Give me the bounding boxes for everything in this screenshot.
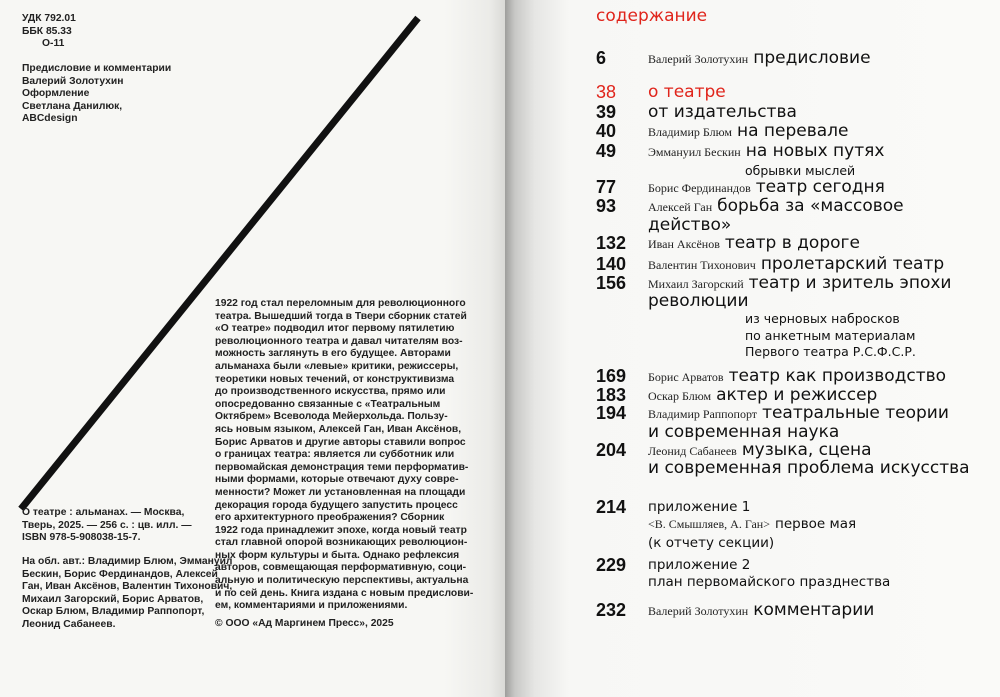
entry-author: Михаил Загорский bbox=[648, 277, 744, 291]
entry-text bbox=[648, 121, 849, 142]
text-line: менности? Может ли установленная на площади bbox=[215, 486, 466, 498]
text-line: можность заглянуть в его будущее. Авторами bbox=[215, 348, 451, 360]
entry-note: по анкетным материалам bbox=[745, 328, 916, 343]
page-number: 140 bbox=[596, 254, 627, 274]
text-line: О театре : альманах. — Москва, bbox=[22, 507, 185, 518]
text-line: и по сей день. Книга издана с новым предислови- bbox=[215, 587, 474, 599]
entry-text bbox=[648, 233, 860, 254]
entry-text bbox=[648, 600, 874, 621]
page-number: 39 bbox=[596, 102, 617, 122]
entry-text bbox=[648, 366, 946, 387]
entry-text bbox=[648, 177, 885, 198]
bbk-code: ББК 85.33 bbox=[22, 25, 72, 37]
entry-author: Владимир Раппопорт bbox=[648, 407, 758, 421]
bibliographic-record bbox=[22, 507, 192, 545]
appendix-line bbox=[648, 573, 890, 591]
text-line: ясь новым языком, Алексей Ган, Иван Аксёнов, bbox=[215, 423, 462, 435]
text-line: «О театре» подводил итог первому пятилетию bbox=[215, 323, 455, 335]
entry-title: театр как производство bbox=[728, 366, 947, 386]
entry-note: Первого театра Р.С.Ф.С.Р. bbox=[745, 344, 916, 359]
page-number: 214 bbox=[596, 497, 627, 517]
credit-line: Светлана Данилюк, bbox=[22, 100, 123, 112]
entry-author: Иван Аксёнов bbox=[648, 237, 720, 251]
entry-text bbox=[648, 555, 750, 575]
entry-title: предисловие bbox=[753, 48, 871, 68]
entry-author: Валентин Тихонович bbox=[648, 258, 756, 272]
entry-title: на перевале bbox=[736, 121, 849, 141]
text-line: теоретики новых течений, от конструктивизма bbox=[215, 373, 455, 385]
entry-author: Борис Фердинандов bbox=[648, 181, 751, 195]
page-number: 40 bbox=[596, 121, 617, 141]
entry-note: из черновых набросков bbox=[745, 311, 900, 326]
entry-title: первое мая bbox=[775, 516, 857, 532]
text-line: 1922 года принадлежит эпохе, когда новый театр bbox=[215, 524, 467, 536]
page-number: 194 bbox=[596, 403, 627, 423]
page-number: 204 bbox=[596, 440, 627, 460]
text-line: альную и политическую перспективы, актуальна bbox=[215, 575, 469, 587]
text-line: ISBN 978-5-908038-15-7. bbox=[22, 532, 141, 544]
text-line: Бескин, Борис Фердинандов, Алексей bbox=[22, 568, 218, 580]
credit-line: Предисловие и комментарии bbox=[22, 63, 172, 74]
entry-title: план первомайского празднества bbox=[648, 574, 891, 590]
entry-text bbox=[648, 254, 944, 275]
entry-author: Владимир Блюм bbox=[648, 125, 732, 139]
copyright: © ООО «Ад Маргинем Пресс», 2025 bbox=[215, 618, 394, 629]
text-line: до производственного искусства, прямо или bbox=[215, 386, 446, 398]
entry-title: борьба за «массовое bbox=[717, 196, 904, 216]
entry-title: от издательства bbox=[648, 102, 797, 122]
page-number: 77 bbox=[596, 177, 617, 197]
text-line: Тверь, 2025. — 256 с. : цв. илл. — bbox=[22, 519, 192, 531]
entry-text bbox=[648, 403, 949, 424]
entry-text bbox=[648, 82, 726, 103]
entry-title-continued: и современная наука bbox=[648, 422, 840, 442]
entry-title: театральные теории bbox=[762, 403, 949, 423]
udk-code: УДК 792.01 bbox=[22, 13, 76, 24]
text-line: ных форм культуры и быта. Однако рефлексия bbox=[215, 549, 460, 561]
text-line: авторов, совмещающая перформативную, соци- bbox=[215, 562, 467, 574]
entry-note: обрывки мыслей bbox=[745, 163, 856, 178]
entry-title: театр и зритель эпохи bbox=[748, 273, 952, 293]
text-line: Леонид Сабанеев. bbox=[22, 618, 116, 630]
text-line: о границах театра: является ли субботник или bbox=[215, 449, 455, 461]
entry-title: театр в дороге bbox=[724, 233, 860, 253]
classification-codes bbox=[22, 13, 76, 51]
page-number: 169 bbox=[596, 366, 627, 386]
entry-text bbox=[648, 196, 904, 217]
text-line: альманаха были «левые» критики, режиссеры, bbox=[215, 360, 459, 372]
entry-title-continued: действо» bbox=[648, 215, 732, 235]
page-number: 183 bbox=[596, 385, 627, 405]
author-mark: О-11 bbox=[42, 38, 65, 50]
text-line: Октябрем» Всеволода Мейерхольда. Пользу- bbox=[215, 411, 448, 423]
entry-title: комментарии bbox=[753, 600, 875, 620]
entry-title-continued: (к отчету секции) bbox=[648, 535, 775, 551]
credits bbox=[22, 63, 171, 126]
credit-line: Оформление bbox=[22, 88, 90, 100]
credit-line: ABCdesign bbox=[22, 113, 78, 125]
text-line: Ган, Иван Аксёнов, Валентин Тихонович, bbox=[22, 581, 233, 593]
text-line: опосредованно связанные с «Театральным bbox=[215, 398, 441, 410]
appendix-label: приложение 1 bbox=[648, 499, 751, 515]
annotation-text bbox=[215, 298, 473, 613]
text-line: 1922 год стал переломным для революционного bbox=[215, 298, 466, 309]
entry-text bbox=[648, 497, 750, 517]
entry-text bbox=[648, 141, 884, 162]
text-line: его архитектурного преображения? Сборник bbox=[215, 512, 445, 524]
text-line: Оскар Блюм, Владимир Раппопорт, bbox=[22, 606, 205, 618]
appendix-line bbox=[648, 515, 856, 533]
entry-title: музыка, сцена bbox=[741, 440, 872, 460]
text-line: ем, комментариями и приложениями. bbox=[215, 600, 408, 612]
text-line: На обл. авт.: Владимир Блюм, Эммануил bbox=[22, 556, 233, 567]
entry-author: Эммануил Бескин bbox=[648, 145, 741, 159]
text-line: первомайская демонстрация теми перформатив- bbox=[215, 461, 469, 473]
text-line: театра. Вышедший тогда в Твери сборник статей bbox=[215, 310, 467, 322]
text-line: Борис Арватов и другие авторы ставили вопрос bbox=[215, 436, 466, 448]
entry-text bbox=[648, 48, 871, 69]
page-number: 6 bbox=[596, 48, 607, 68]
entry-title: на новых путях bbox=[745, 141, 885, 161]
text-line: революционного театра и давал читателям воз- bbox=[215, 335, 463, 347]
credit-line: Валерий Золотухин bbox=[22, 75, 124, 87]
page-number: 132 bbox=[596, 233, 627, 253]
entry-author: Борис Арватов bbox=[648, 370, 724, 384]
entry-text bbox=[648, 102, 797, 123]
entry-author: Алексей Ган bbox=[648, 200, 713, 214]
entry-author: Оскар Блюм bbox=[648, 389, 712, 403]
entry-author: <В. Смышляев, А. Ган> bbox=[648, 517, 770, 531]
entry-title: актер и режиссер bbox=[716, 385, 878, 405]
text-line: ными формами, которые отвечают духу совре- bbox=[215, 474, 459, 486]
entry-title-continued: революции bbox=[648, 291, 749, 311]
page-number: 156 bbox=[596, 273, 627, 293]
entry-title: театр сегодня bbox=[755, 177, 885, 197]
page-number: 229 bbox=[596, 555, 627, 575]
entry-title: о театре bbox=[648, 82, 726, 102]
appendix-label: приложение 2 bbox=[648, 557, 751, 573]
cover-authors bbox=[22, 556, 232, 632]
text-line: декорация города будущего запустить процесс bbox=[215, 499, 458, 511]
entry-title-continued: и современная проблема искусства bbox=[648, 458, 970, 478]
page-number: 232 bbox=[596, 600, 627, 620]
toc-heading: содержание bbox=[596, 6, 708, 26]
entry-author: Валерий Золотухин bbox=[648, 52, 749, 66]
text-line: Михаил Загорский, Борис Арватов, bbox=[22, 593, 204, 605]
entry-author: Валерий Золотухин bbox=[648, 604, 749, 618]
entry-title: пролетарский театр bbox=[760, 254, 945, 274]
page-number: 93 bbox=[596, 196, 617, 216]
page-number: 49 bbox=[596, 141, 617, 161]
text-line: стал главной опорой возникающих революцион- bbox=[215, 537, 468, 549]
entry-author: Леонид Сабанеев bbox=[648, 444, 737, 458]
page-number: 38 bbox=[596, 82, 617, 102]
